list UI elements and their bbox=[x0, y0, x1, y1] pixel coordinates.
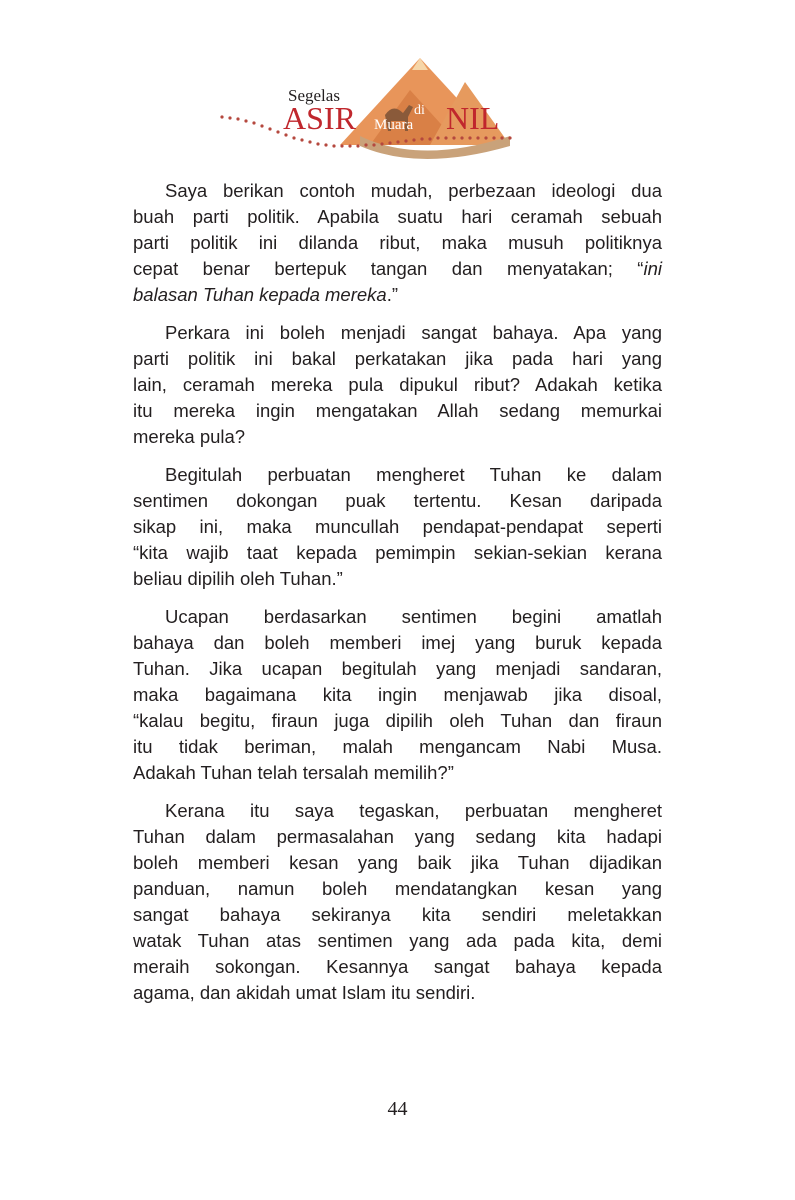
paragraph bbox=[133, 320, 662, 450]
text-line bbox=[133, 372, 662, 398]
text-line bbox=[133, 566, 662, 592]
paragraph bbox=[133, 604, 662, 786]
text-segment: Tuhan. Jika ucapan begitulah yang menjadi sandaran, bbox=[133, 658, 662, 679]
text-line bbox=[133, 902, 662, 928]
text-segment: beliau dipilih oleh Tuhan.” bbox=[133, 568, 343, 589]
text-segment: agama, dan akidah umat Islam itu sendiri. bbox=[133, 982, 476, 1003]
text-segment: itu mereka ingin mengatakan Allah sedang memurkai bbox=[133, 400, 662, 421]
text-segment: parti politik ini bakal perkatakan jika pada hari yang bbox=[133, 348, 662, 369]
text-line bbox=[133, 760, 662, 786]
text-segment: mereka pula? bbox=[133, 426, 246, 447]
book-title-logo bbox=[210, 40, 530, 160]
text-segment: parti politik ini dilanda ribut, maka musuh politiknya bbox=[133, 232, 662, 253]
text-line bbox=[133, 488, 662, 514]
body-text bbox=[133, 178, 662, 1018]
text-segment: panduan, namun boleh mendatangkan kesan yang bbox=[133, 878, 662, 899]
text-line bbox=[133, 708, 662, 734]
logo-di: di bbox=[414, 103, 425, 118]
logo-nil: NIL bbox=[446, 100, 500, 136]
logo-segelas: Segelas bbox=[288, 86, 340, 105]
text-line bbox=[133, 876, 662, 902]
text-line bbox=[133, 734, 662, 760]
text-segment: boleh memberi kesan yang baik jika Tuhan dijadikan bbox=[133, 852, 662, 873]
text-line bbox=[133, 178, 662, 204]
text-line bbox=[133, 850, 662, 876]
logo-muara: Muara bbox=[374, 117, 414, 133]
text-line bbox=[133, 682, 662, 708]
text-segment: Perkara ini boleh menjadi sangat bahaya. Apa yang bbox=[165, 322, 662, 343]
text-segment: maka bagaimana kita ingin menjawab jika disoal, bbox=[133, 684, 662, 705]
text-segment: itu tidak beriman, malah mengancam Nabi Musa. bbox=[133, 736, 662, 757]
text-line bbox=[133, 798, 662, 824]
text-segment: buah parti politik. Apabila suatu hari ceramah sebuah bbox=[133, 206, 662, 227]
text-segment: “kalau begitu, firaun juga dipilih oleh Tuhan dan firaun bbox=[133, 710, 662, 731]
text-segment: sangat bahaya sekiranya kita sendiri meletakkan bbox=[133, 904, 662, 925]
text-segment: Tuhan dalam permasalahan yang sedang kita hadapi bbox=[133, 826, 662, 847]
text-line bbox=[133, 824, 662, 850]
text-line bbox=[133, 980, 662, 1006]
text-line bbox=[133, 204, 662, 230]
text-segment: bahaya dan boleh memberi imej yang buruk kepada bbox=[133, 632, 662, 653]
text-line bbox=[133, 346, 662, 372]
text-segment: cepat benar bertepuk tangan dan menyatakan; “ bbox=[133, 258, 644, 279]
text-segment: .” bbox=[386, 284, 399, 305]
text-line bbox=[133, 630, 662, 656]
text-segment: Begitulah perbuatan mengheret Tuhan ke dalam bbox=[165, 464, 662, 485]
italic-text: ini bbox=[643, 258, 662, 279]
paragraph bbox=[133, 798, 662, 1006]
text-segment: sikap ini, maka muncullah pendapat-pendapat seperti bbox=[133, 516, 662, 537]
text-segment: sentimen dokongan puak tertentu. Kesan daripada bbox=[133, 490, 662, 511]
text-segment: lain, ceramah mereka pula dipukul ribut? Adakah ketika bbox=[133, 374, 662, 395]
logo-asir: ASIR bbox=[283, 100, 356, 136]
paragraph bbox=[133, 462, 662, 592]
italic-text: balasan Tuhan kepada mereka bbox=[133, 284, 387, 305]
text-line bbox=[133, 230, 662, 256]
text-line bbox=[133, 514, 662, 540]
text-segment: meraih sokongan. Kesannya sangat bahaya kepada bbox=[133, 956, 662, 977]
text-segment: Kerana itu saya tegaskan, perbuatan mengheret bbox=[165, 800, 662, 821]
text-line bbox=[133, 928, 662, 954]
text-line bbox=[133, 424, 662, 450]
text-line bbox=[133, 282, 662, 308]
paragraph bbox=[133, 178, 662, 308]
text-segment: Saya berikan contoh mudah, perbezaan ideologi dua bbox=[165, 180, 662, 201]
text-line bbox=[133, 398, 662, 424]
text-line bbox=[133, 604, 662, 630]
text-line bbox=[133, 462, 662, 488]
page-number: 44 bbox=[387, 1098, 408, 1120]
text-segment: watak Tuhan atas sentimen yang ada pada kita, demi bbox=[133, 930, 662, 951]
text-segment: Adakah Tuhan telah tersalah memilih?” bbox=[133, 762, 454, 783]
text-segment: “kita wajib taat kepada pemimpin sekian-sekian kerana bbox=[133, 542, 662, 563]
text-line bbox=[133, 954, 662, 980]
text-line bbox=[133, 656, 662, 682]
text-line bbox=[133, 320, 662, 346]
text-line bbox=[133, 540, 662, 566]
text-line bbox=[133, 256, 662, 282]
text-segment: Ucapan berdasarkan sentimen begini amatlah bbox=[165, 606, 662, 627]
